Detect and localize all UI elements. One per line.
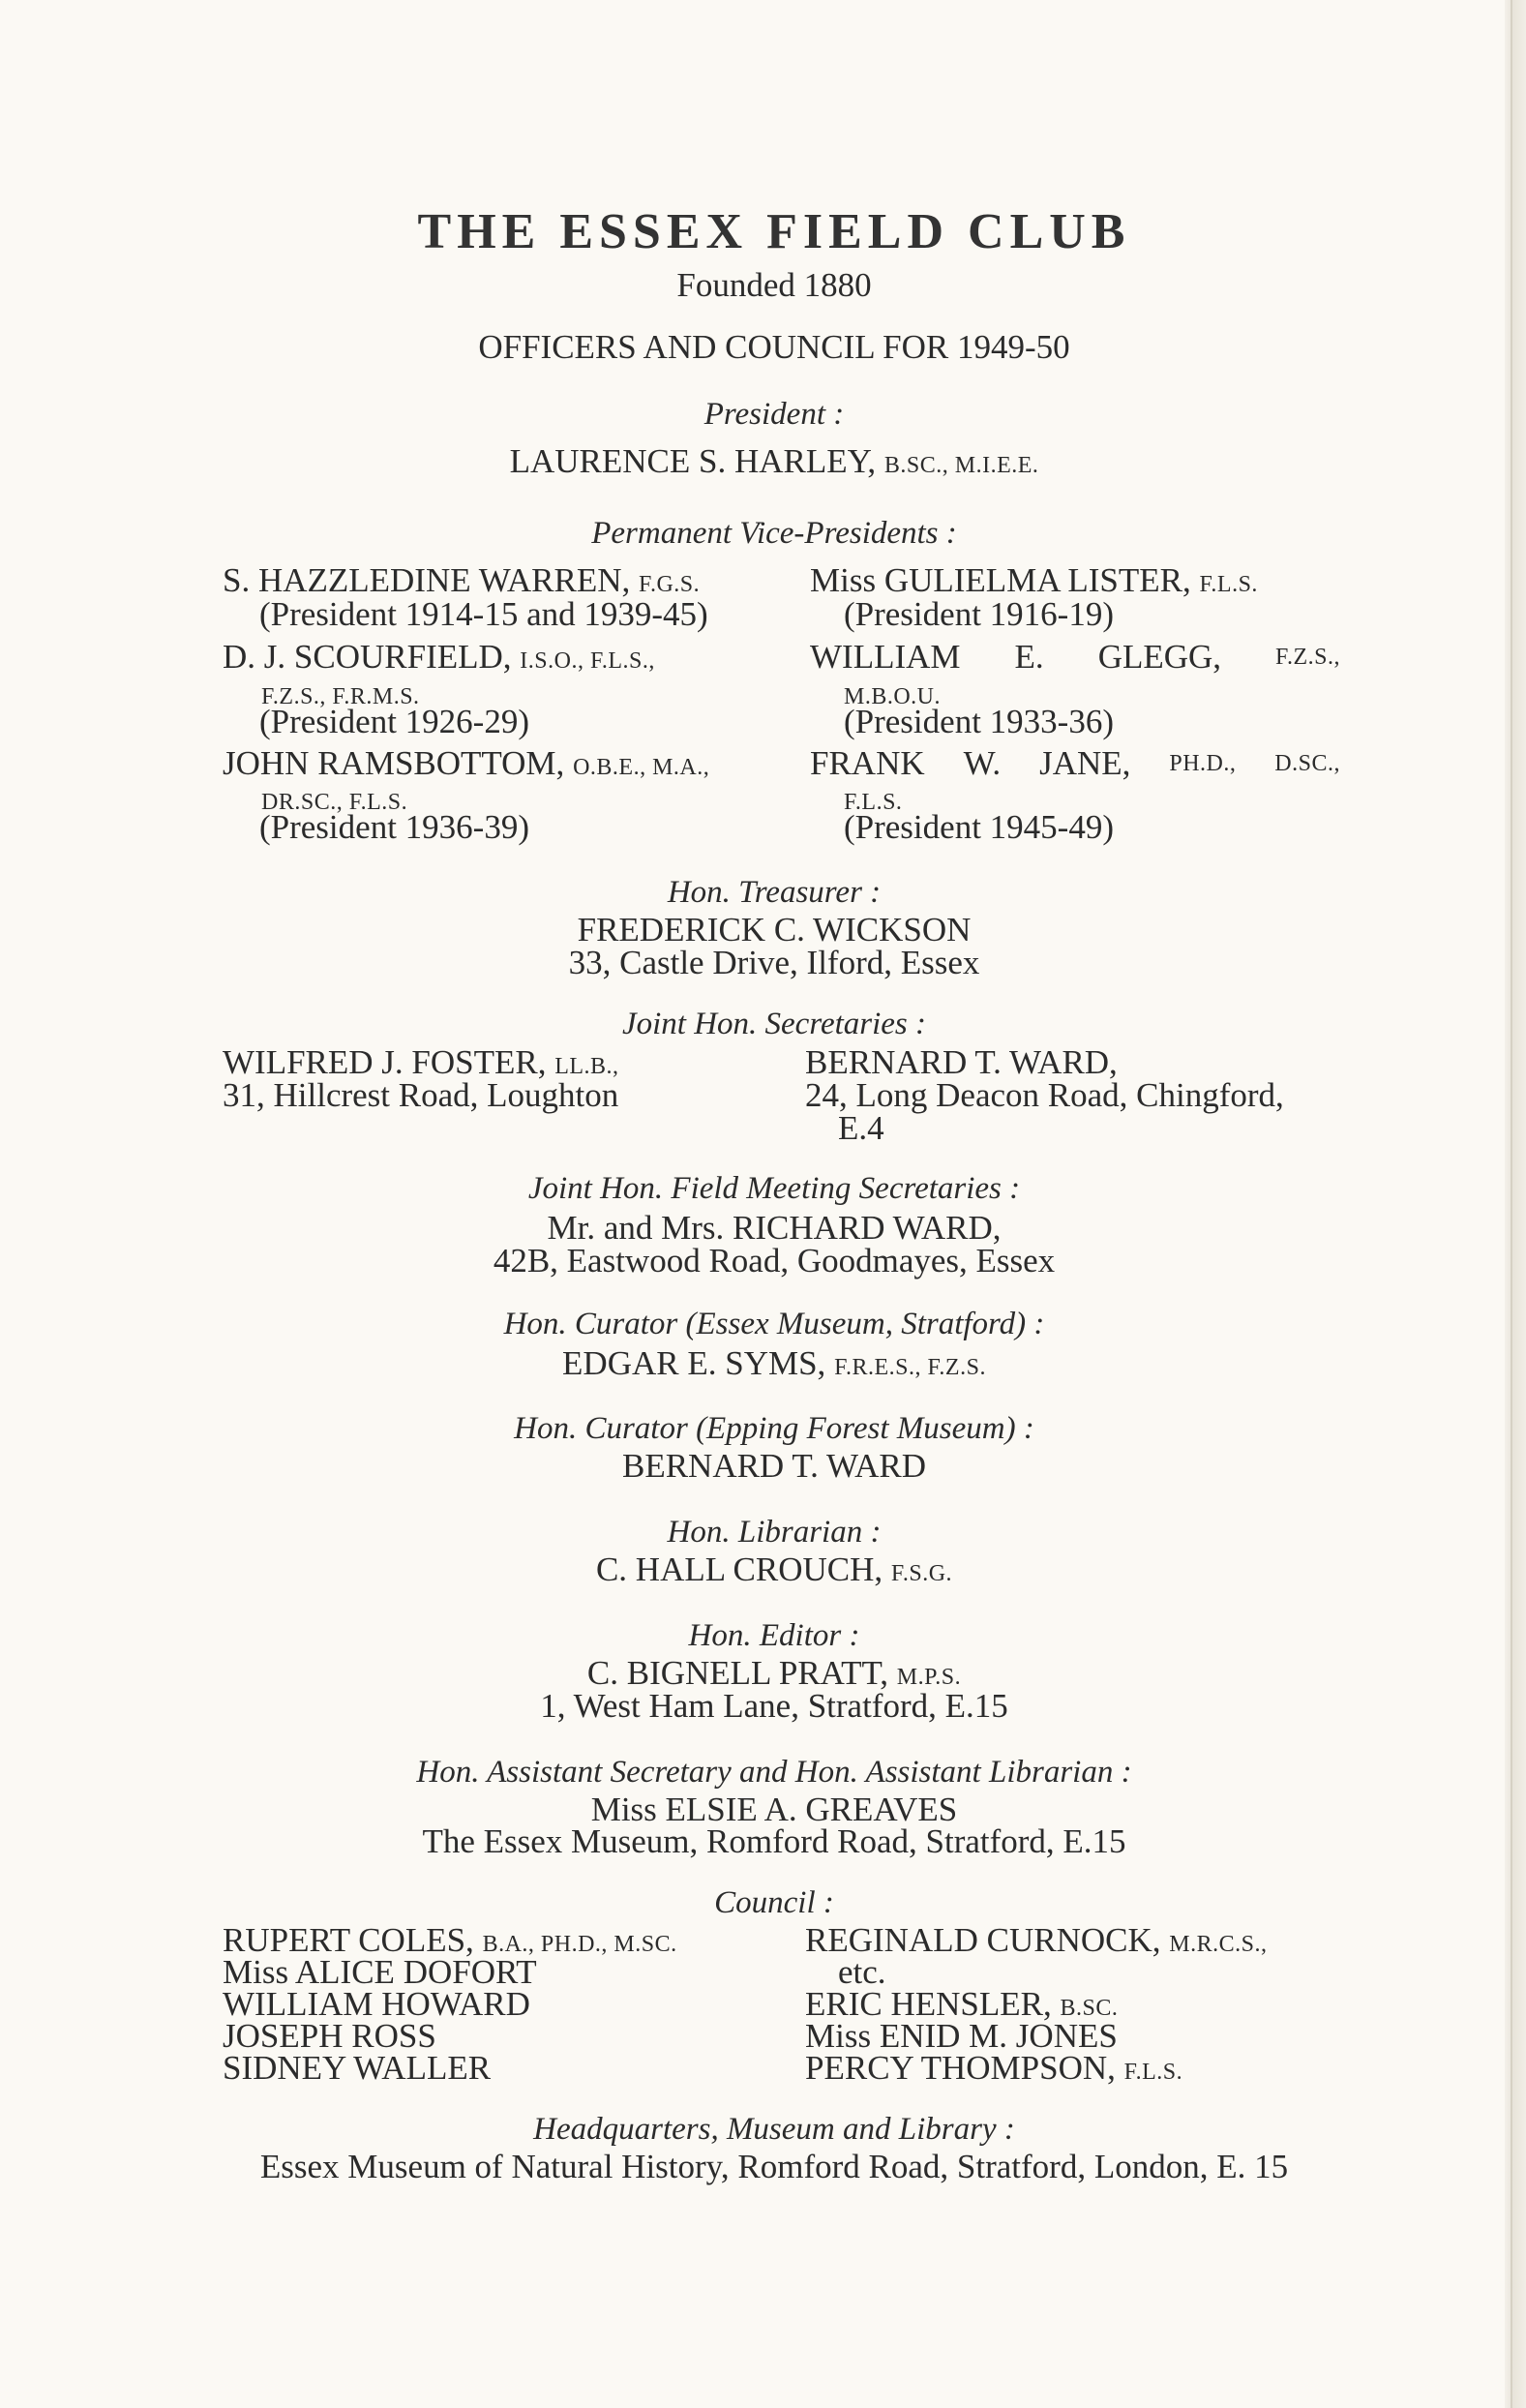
vp-quals: O.B.E., M.A., bbox=[573, 755, 710, 780]
vp-left-3-quals2: DR.SC., F.L.S. bbox=[261, 790, 408, 815]
vp-left-1-term: (President 1914-15 and 1939-45) bbox=[259, 595, 708, 633]
president-name bbox=[0, 443, 1526, 484]
curator-essex-name bbox=[0, 1345, 1526, 1386]
headquarters-address: Essex Museum of Natural History, Romford Road, Stratford, London, E. 15 bbox=[259, 2148, 1289, 2185]
council-right-5 bbox=[805, 2050, 1182, 2091]
council-member-quals: B.SC. bbox=[1060, 1996, 1119, 2021]
council-member-name: PERCY THOMPSON, bbox=[805, 2049, 1116, 2087]
vp-quals: PH.D., bbox=[1169, 751, 1237, 776]
librarian-name bbox=[0, 1551, 1526, 1592]
field-meeting-name: Mr. and Mrs. RICHARD WARD, bbox=[547, 1209, 1002, 1247]
vp-quals: F.L.S. bbox=[1199, 572, 1258, 597]
editor-name-text: C. BIGNELL PRATT, bbox=[586, 1654, 888, 1692]
council-member-name: RUPERT COLES, bbox=[223, 1921, 474, 1959]
vp-right-3-name bbox=[810, 745, 1340, 782]
vp-right-2-term: (President 1933-36) bbox=[844, 703, 1114, 740]
editor-heading: Hon. Editor : bbox=[688, 1618, 860, 1653]
treasurer-heading: Hon. Treasurer : bbox=[667, 875, 882, 910]
secretary-name: WILFRED J. FOSTER, bbox=[223, 1043, 547, 1081]
editor-quals: M.P.S. bbox=[896, 1665, 962, 1690]
council-member-quals: M.R.C.S., bbox=[1169, 1932, 1268, 1957]
vp-left-3-name bbox=[223, 745, 709, 786]
assistant-name: Miss ELSIE A. GREAVES bbox=[590, 1791, 958, 1828]
vp-left-3-term: (President 1936-39) bbox=[259, 808, 529, 846]
vp-name-word: GLEGG, bbox=[1097, 638, 1222, 676]
vp-left-2-quals2: F.Z.S., F.R.M.S. bbox=[261, 684, 420, 709]
vp-quals: F.G.S. bbox=[639, 572, 701, 597]
field-meeting-address: 42B, Eastwood Road, Goodmayes, Essex bbox=[493, 1242, 1056, 1279]
headquarters-heading: Headquarters, Museum and Library : bbox=[533, 2112, 1015, 2147]
vp-left-2-name bbox=[223, 639, 655, 679]
assistant-heading: Hon. Assistant Secretary and Hon. Assistant Librarian : bbox=[416, 1755, 1132, 1790]
council-right-4: Miss ENID M. JONES bbox=[805, 2017, 1118, 2055]
council-left-5: SIDNEY WALLER bbox=[223, 2049, 492, 2087]
president-quals: B.SC., M.I.E.E. bbox=[883, 453, 1039, 478]
vice-presidents-heading: Permanent Vice-Presidents : bbox=[591, 516, 957, 551]
council-left-3: WILLIAM HOWARD bbox=[223, 1985, 530, 2023]
officers-subtitle: OFFICERS AND COUNCIL FOR 1949-50 bbox=[478, 328, 1070, 366]
vp-right-2-quals2: M.B.O.U. bbox=[844, 684, 942, 709]
vp-left-2-term: (President 1926-29) bbox=[259, 703, 529, 740]
librarian-heading: Hon. Librarian : bbox=[667, 1515, 882, 1550]
curator-essex-heading: Hon. Curator (Essex Museum, Stratford) : bbox=[503, 1307, 1045, 1341]
vp-name-word: JANE, bbox=[1039, 744, 1131, 782]
council-right-2: etc. bbox=[838, 1953, 886, 1991]
founded-line: Founded 1880 bbox=[676, 266, 872, 304]
vp-quals: I.S.O., F.L.S., bbox=[520, 648, 655, 674]
secretary-right-address: 24, Long Deacon Road, Chingford, bbox=[805, 1076, 1284, 1114]
vp-quals: F.Z.S., bbox=[1275, 645, 1340, 670]
secretary-left-address: 31, Hillcrest Road, Loughton bbox=[223, 1076, 619, 1114]
secretary-right-name: BERNARD T. WARD, bbox=[805, 1043, 1118, 1081]
vp-name: JOHN RAMSBOTTOM, bbox=[223, 744, 565, 782]
vp-right-3-quals2: F.L.S. bbox=[844, 790, 903, 815]
secretary-quals: LL.B., bbox=[554, 1054, 619, 1079]
council-left-2: Miss ALICE DOFORT bbox=[223, 1953, 537, 1991]
field-meeting-heading: Joint Hon. Field Meeting Secretaries : bbox=[527, 1171, 1021, 1206]
vp-name: D. J. SCOURFIELD, bbox=[223, 638, 512, 676]
curator-name: EDGAR E. SYMS, bbox=[562, 1344, 826, 1382]
vp-name: Miss GULIELMA LISTER, bbox=[810, 561, 1191, 599]
vp-right-1-term: (President 1916-19) bbox=[844, 595, 1114, 633]
vp-name: S. HAZZLEDINE WARREN, bbox=[223, 561, 631, 599]
assistant-address: The Essex Museum, Romford Road, Stratford, E.15 bbox=[422, 1822, 1126, 1860]
council-member-quals: B.A., PH.D., M.SC. bbox=[482, 1932, 677, 1957]
vp-name-word: FRANK bbox=[810, 744, 925, 782]
curator-epping-heading: Hon. Curator (Epping Forest Museum) : bbox=[514, 1411, 1034, 1446]
editor-address: 1, West Ham Lane, Stratford, E.15 bbox=[540, 1687, 1008, 1725]
president-heading: President : bbox=[703, 397, 845, 432]
vp-name-word: WILLIAM bbox=[810, 638, 961, 676]
vp-quals: D.SC., bbox=[1274, 751, 1340, 776]
vp-name-word: W. bbox=[963, 744, 1002, 782]
treasurer-address: 33, Castle Drive, Ilford, Essex bbox=[568, 944, 980, 981]
council-heading: Council : bbox=[714, 1885, 834, 1920]
club-title: THE ESSEX FIELD CLUB bbox=[417, 204, 1131, 259]
librarian-name-text: C. HALL CROUCH, bbox=[595, 1550, 883, 1588]
council-left-4: JOSEPH ROSS bbox=[223, 2017, 436, 2055]
vp-right-2-name bbox=[810, 639, 1340, 676]
secretary-right-address2: E.4 bbox=[838, 1109, 884, 1147]
curator-epping-name: BERNARD T. WARD bbox=[621, 1447, 927, 1485]
vp-name-word: E. bbox=[1014, 638, 1044, 676]
president-name-text: LAURENCE S. HARLEY, bbox=[509, 442, 877, 480]
vp-right-3-term: (President 1945-49) bbox=[844, 808, 1114, 846]
council-member-quals: F.L.S. bbox=[1123, 2060, 1183, 2085]
curator-quals: F.R.E.S., F.Z.S. bbox=[834, 1355, 986, 1380]
librarian-quals: F.S.G. bbox=[890, 1561, 953, 1586]
council-member-name: ERIC HENSLER, bbox=[805, 1985, 1052, 2023]
treasurer-name: FREDERICK C. WICKSON bbox=[577, 911, 972, 948]
secretaries-heading: Joint Hon. Secretaries : bbox=[621, 1007, 927, 1041]
council-member-name: REGINALD CURNOCK, bbox=[805, 1921, 1161, 1959]
